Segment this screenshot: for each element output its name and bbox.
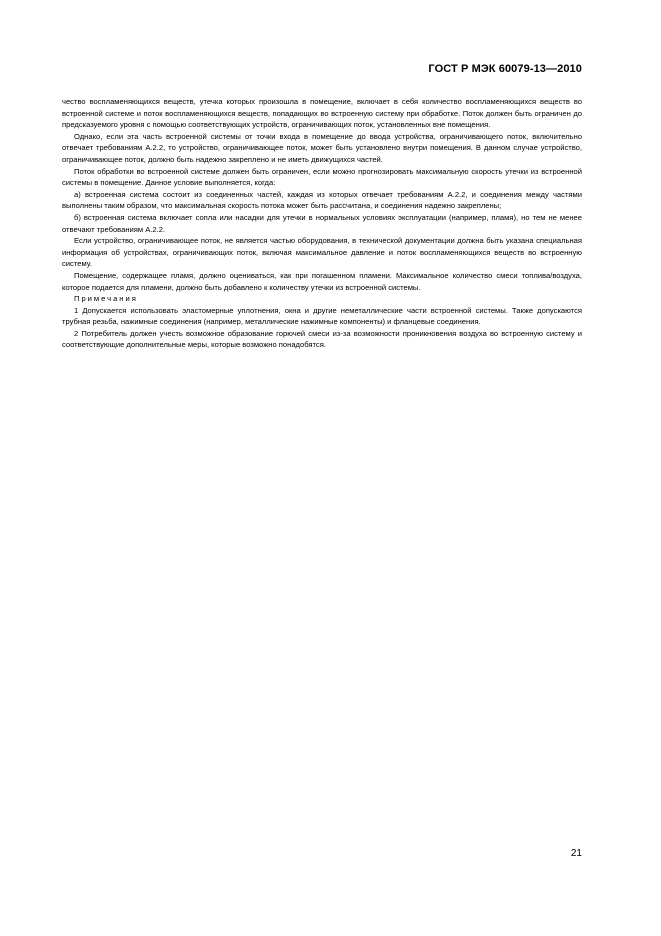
main-text: [62, 96, 582, 351]
note-item: 1 Допускается использовать эластомерные уплотнения, окна и другие неметаллические части встроенной системы. Также допускаются трубная резьба, нажимные соединения (например, металлические нажимные компоненты) и фланцевые соединения.: [62, 305, 582, 327]
page-number: 21: [570, 848, 582, 859]
standard-code: ГОСТ Р МЭК 60079-13—2010: [428, 63, 582, 75]
document-header: [428, 63, 582, 75]
note-item: 2 Потребитель должен учесть возможное образование горючей смеси из-за возможности проникновения воздуха во встроенную систему и соответствующие дополнительные меры, которые возможно понадобятся.: [62, 328, 582, 350]
list-item: а) встроенная система состоит из соединенных частей, каждая из которых отвечает требованиям А.2.2, и соединения между частями выполнены таким образом, что максимальная скорость потока может быть рассчитана, и соединения надежно закреплены;: [62, 189, 582, 211]
list-item: б) встроенная система включает сопла или насадки для утечки в нормальных условиях эксплуатации (например, пламя), но тем не менее отвечают требованиям А.2.2.: [62, 212, 582, 234]
notes-title: Примечания: [74, 294, 138, 304]
paragraph: Если устройство, ограничивающее поток, не является частью оборудования, в технической документации должна быть указана специальная информация об устройствах, ограничивающих поток, включая максимальное давление и поток воспламеняющихся веществ во встроенную систему.: [62, 236, 582, 269]
paragraph: Однако, если эта часть встроенной системы от точки входа в помещение до ввода устройства, ограничивающего поток, включительно отвечает требованиям А.2.2, то устройство, ограничивающее поток, может быть установлено внутри помещения. В данном случае устройство, ограничивающее поток, должно быть надежно закреплено и не иметь движущихся частей.: [62, 131, 582, 164]
paragraph: Поток обработки во встроенной системе должен быть ограничен, если можно прогнозировать максимальную скорость утечки из встроенной системы в помещение. Данное условие выполняется, когда:: [62, 166, 582, 188]
paragraph: Помещение, содержащее пламя, должно оцениваться, как при погашенном пламени. Максимальное количество смеси топлива/воздуха, которое подается для пламени, должно быть добавлено к количеству утечки из встроенной системы.: [62, 270, 582, 292]
paragraph: чество воспламеняющихся веществ, утечка которых произошла в помещение, включает в себя количество воспламеняющихся веществ во встроенной системе и поток воспламеняющихся веществ, попадающих во встроенную систему при обработке. Поток должен быть ограничен до предсказуемого уровня с помощью соответствующих устройств, ограничивающих поток, установленных вне помещения.: [62, 97, 582, 130]
